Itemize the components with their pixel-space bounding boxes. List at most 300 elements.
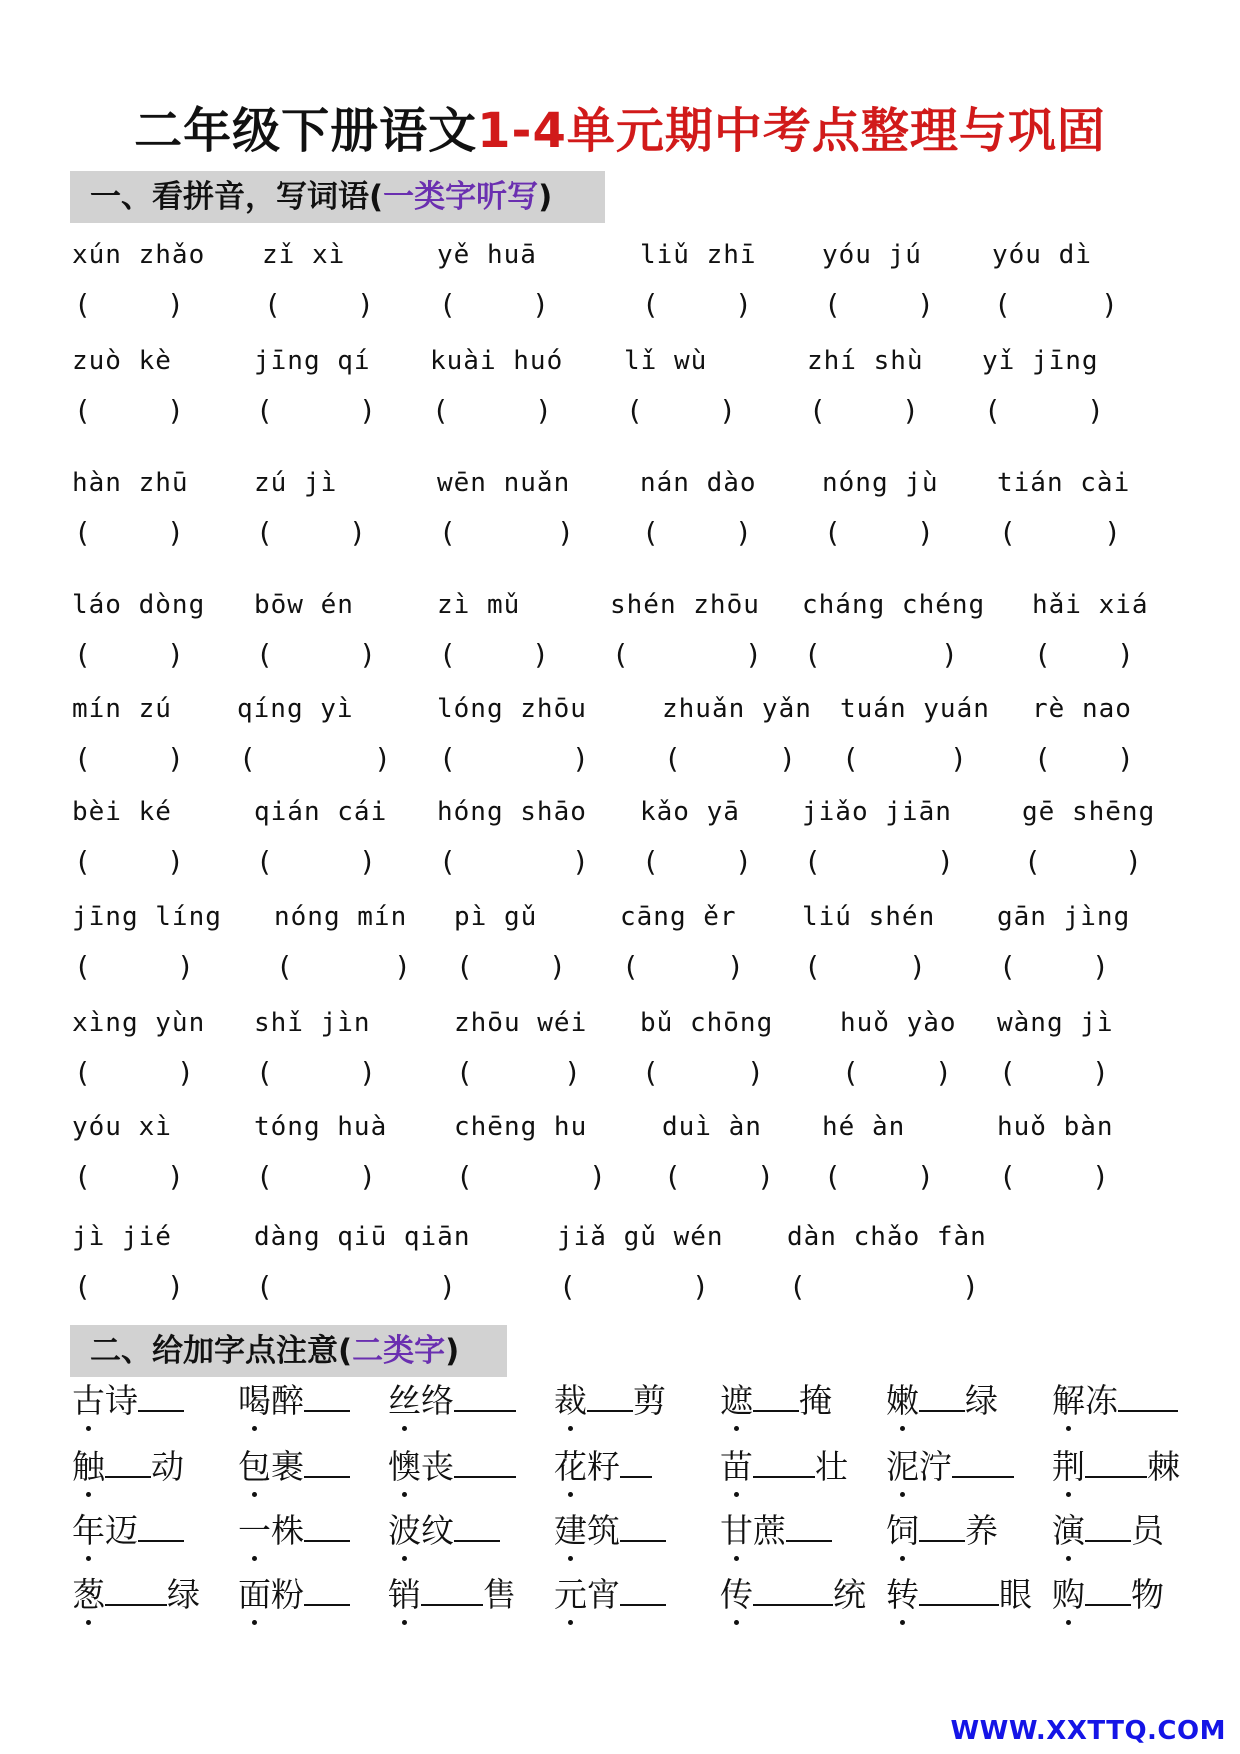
char-item bbox=[388, 1572, 516, 1617]
answer-box[interactable] bbox=[664, 1160, 774, 1194]
answer-box[interactable] bbox=[256, 1160, 376, 1194]
dotted-char: 传 bbox=[720, 1573, 753, 1617]
paren-close: ) bbox=[747, 1056, 764, 1089]
answer-box[interactable] bbox=[664, 742, 796, 776]
pinyin-item bbox=[992, 238, 1118, 321]
paren-open: ( bbox=[74, 1056, 91, 1089]
pinyin-text: wēn nuǎn bbox=[437, 468, 571, 498]
paren-open: ( bbox=[824, 1160, 841, 1193]
answer-blank[interactable] bbox=[620, 1572, 666, 1606]
pinyin-row bbox=[72, 588, 1192, 695]
answer-box[interactable] bbox=[842, 1056, 952, 1090]
char-text: 裹 bbox=[271, 1447, 304, 1486]
pinyin-item bbox=[640, 1006, 774, 1089]
char-text: 宵 bbox=[587, 1575, 620, 1614]
pinyin-item bbox=[72, 588, 206, 671]
paren-close: ) bbox=[1125, 845, 1142, 878]
dotted-char: 裁 bbox=[554, 1379, 587, 1423]
answer-blank[interactable] bbox=[138, 1508, 184, 1542]
pinyin-item bbox=[237, 692, 391, 775]
answer-box[interactable] bbox=[994, 288, 1118, 322]
paren-close: ) bbox=[779, 742, 796, 775]
answer-blank[interactable] bbox=[421, 1572, 483, 1606]
pinyin-text: zhuǎn yǎn bbox=[662, 694, 812, 724]
answer-box[interactable] bbox=[999, 950, 1109, 984]
answer-box[interactable] bbox=[642, 845, 752, 879]
pinyin-text: kǎo yā bbox=[640, 797, 740, 827]
paren-open: ( bbox=[256, 845, 273, 878]
paren-open: ( bbox=[456, 1056, 473, 1089]
answer-box[interactable] bbox=[824, 288, 934, 322]
pinyin-row bbox=[72, 692, 1192, 799]
pinyin-text: zú jì bbox=[254, 468, 338, 498]
char-text: 绿 bbox=[167, 1575, 200, 1614]
answer-box[interactable] bbox=[999, 1056, 1109, 1090]
char-item bbox=[72, 1572, 200, 1617]
answer-blank[interactable] bbox=[1085, 1444, 1147, 1478]
dotted-char: 包 bbox=[238, 1445, 271, 1489]
paren-open: ( bbox=[642, 1056, 659, 1089]
paren-open: ( bbox=[999, 1160, 1016, 1193]
char-row bbox=[72, 1508, 1202, 1572]
dotted-char: 元 bbox=[554, 1573, 587, 1617]
char-item bbox=[72, 1444, 184, 1489]
pinyin-item bbox=[787, 1220, 987, 1303]
answer-box[interactable] bbox=[256, 1056, 376, 1090]
pinyin-item bbox=[997, 900, 1131, 983]
dotted-char: 古 bbox=[72, 1379, 105, 1423]
answer-box[interactable] bbox=[456, 1056, 581, 1090]
answer-box[interactable] bbox=[239, 742, 391, 776]
paren-open: ( bbox=[439, 845, 456, 878]
paren-open: ( bbox=[804, 845, 821, 878]
answer-box[interactable] bbox=[276, 950, 411, 984]
answer-box[interactable] bbox=[559, 1270, 709, 1304]
answer-blank[interactable] bbox=[454, 1508, 500, 1542]
answer-box[interactable] bbox=[256, 394, 376, 428]
paren-open: ( bbox=[264, 288, 281, 321]
answer-box[interactable] bbox=[74, 288, 184, 322]
pinyin-text: hǎi xiá bbox=[1032, 590, 1149, 620]
paren-open: ( bbox=[664, 1160, 681, 1193]
pinyin-item bbox=[254, 795, 388, 878]
paren-open: ( bbox=[842, 1056, 859, 1089]
paren-open: ( bbox=[809, 394, 826, 427]
answer-box[interactable] bbox=[642, 1056, 764, 1090]
pinyin-text: yóu jú bbox=[822, 240, 922, 270]
pinyin-text: shǐ jìn bbox=[254, 1008, 371, 1038]
answer-box[interactable] bbox=[999, 516, 1121, 550]
section1-label: 一、看拼音，写词语( bbox=[90, 179, 384, 215]
pinyin-row bbox=[72, 1220, 1192, 1327]
pinyin-item bbox=[822, 1110, 934, 1193]
char-item bbox=[886, 1508, 998, 1553]
paren-open: ( bbox=[842, 742, 859, 775]
pinyin-row bbox=[72, 1110, 1192, 1217]
answer-box[interactable] bbox=[74, 1056, 194, 1090]
pinyin-text: liǔ zhī bbox=[640, 240, 757, 270]
section2-highlight: 二类字 bbox=[352, 1333, 446, 1369]
answer-box[interactable] bbox=[74, 638, 184, 672]
answer-blank[interactable] bbox=[620, 1508, 666, 1542]
paren-open: ( bbox=[456, 1160, 473, 1193]
pinyin-text: lóng zhōu bbox=[437, 694, 587, 724]
pinyin-text: huǒ yào bbox=[840, 1008, 957, 1038]
answer-box[interactable] bbox=[999, 1160, 1109, 1194]
dotted-char: 面 bbox=[238, 1573, 271, 1617]
paren-close: ) bbox=[941, 638, 958, 671]
char-text: 泞 bbox=[919, 1447, 952, 1486]
pinyin-text: nóng mín bbox=[274, 902, 408, 932]
answer-blank[interactable] bbox=[919, 1572, 999, 1606]
answer-blank[interactable] bbox=[304, 1572, 350, 1606]
pinyin-text: bǔ chōng bbox=[640, 1008, 774, 1038]
pinyin-item bbox=[997, 1110, 1114, 1193]
answer-box[interactable] bbox=[1034, 638, 1134, 672]
paren-open: ( bbox=[984, 394, 1001, 427]
char-text: 员 bbox=[1131, 1511, 1164, 1550]
answer-box[interactable] bbox=[456, 1160, 606, 1194]
char-item bbox=[72, 1378, 184, 1423]
char-text: 售 bbox=[483, 1575, 516, 1614]
section1-close: ) bbox=[538, 179, 553, 215]
paren-open: ( bbox=[559, 1270, 576, 1303]
answer-blank[interactable] bbox=[919, 1378, 965, 1412]
paren-close: ) bbox=[167, 288, 184, 321]
paren-open: ( bbox=[626, 394, 643, 427]
pinyin-item bbox=[997, 1006, 1114, 1089]
char-item bbox=[1052, 1508, 1164, 1553]
pinyin-text: huǒ bàn bbox=[997, 1112, 1114, 1142]
pinyin-item bbox=[254, 344, 376, 427]
char-text: 筑 bbox=[587, 1511, 620, 1550]
paren-open: ( bbox=[74, 288, 91, 321]
pinyin-text: jiǎ gǔ wén bbox=[557, 1222, 724, 1252]
paren-open: ( bbox=[1034, 638, 1051, 671]
paren-open: ( bbox=[74, 1160, 91, 1193]
paren-close: ) bbox=[167, 638, 184, 671]
answer-box[interactable] bbox=[1034, 742, 1134, 776]
answer-blank[interactable] bbox=[1118, 1378, 1178, 1412]
answer-box[interactable] bbox=[74, 1160, 184, 1194]
answer-blank[interactable] bbox=[620, 1444, 652, 1478]
answer-box[interactable] bbox=[74, 845, 184, 879]
paren-open: ( bbox=[256, 1160, 273, 1193]
paren-close: ) bbox=[572, 742, 589, 775]
pinyin-item bbox=[437, 795, 589, 878]
char-item bbox=[554, 1572, 666, 1617]
pinyin-text: hé àn bbox=[822, 1112, 906, 1142]
paren-open: ( bbox=[74, 950, 91, 983]
answer-box[interactable] bbox=[256, 638, 376, 672]
pinyin-item bbox=[640, 466, 757, 549]
answer-box[interactable] bbox=[256, 516, 366, 550]
pinyin-item bbox=[437, 692, 589, 775]
dotted-char: 转 bbox=[886, 1573, 919, 1617]
paren-open: ( bbox=[642, 288, 659, 321]
paren-close: ) bbox=[357, 288, 374, 321]
char-item bbox=[554, 1444, 652, 1489]
paren-close: ) bbox=[902, 394, 919, 427]
pinyin-item bbox=[262, 238, 374, 321]
paren-close: ) bbox=[359, 638, 376, 671]
answer-box[interactable] bbox=[74, 394, 184, 428]
paren-close: ) bbox=[167, 1160, 184, 1193]
answer-box[interactable] bbox=[1024, 845, 1142, 879]
char-item bbox=[720, 1444, 848, 1489]
char-item bbox=[886, 1572, 1032, 1617]
char-text: 纹 bbox=[421, 1511, 454, 1550]
answer-box[interactable] bbox=[626, 394, 736, 428]
answer-box[interactable] bbox=[264, 288, 374, 322]
pinyin-item bbox=[1032, 588, 1149, 671]
answer-blank[interactable] bbox=[786, 1508, 832, 1542]
char-text: 迈 bbox=[105, 1511, 138, 1550]
answer-box[interactable] bbox=[789, 1270, 979, 1304]
pinyin-row bbox=[72, 466, 1192, 573]
pinyin-text: qíng yì bbox=[237, 694, 354, 724]
char-text: 籽 bbox=[587, 1447, 620, 1486]
pinyin-item bbox=[254, 1006, 376, 1089]
pinyin-text: rè nao bbox=[1032, 694, 1132, 724]
char-item bbox=[238, 1444, 350, 1489]
char-text: 动 bbox=[151, 1447, 184, 1486]
answer-blank[interactable] bbox=[952, 1444, 1014, 1478]
pinyin-text: zuò kè bbox=[72, 346, 172, 376]
answer-blank[interactable] bbox=[304, 1508, 350, 1542]
answer-box[interactable] bbox=[439, 742, 589, 776]
dotted-char: 葱 bbox=[72, 1573, 105, 1617]
pinyin-text: tóng huà bbox=[254, 1112, 388, 1142]
pinyin-text: yě huā bbox=[437, 240, 537, 270]
answer-box[interactable] bbox=[74, 516, 184, 550]
paren-open: ( bbox=[1024, 845, 1041, 878]
answer-blank[interactable] bbox=[138, 1378, 184, 1412]
answer-blank[interactable] bbox=[1085, 1572, 1131, 1606]
paren-close: ) bbox=[1117, 638, 1134, 671]
pinyin-text: xìng yùn bbox=[72, 1008, 206, 1038]
dotted-char: 嫩 bbox=[886, 1379, 919, 1423]
pinyin-row bbox=[72, 344, 1192, 451]
pinyin-item bbox=[72, 692, 184, 775]
paren-close: ) bbox=[564, 1056, 581, 1089]
char-text: 醉 bbox=[271, 1381, 304, 1420]
pinyin-item bbox=[640, 795, 752, 878]
paren-close: ) bbox=[1087, 394, 1104, 427]
answer-blank[interactable] bbox=[587, 1378, 633, 1412]
pinyin-text: dàn chǎo fàn bbox=[787, 1222, 987, 1252]
pinyin-item bbox=[274, 900, 411, 983]
char-item bbox=[238, 1378, 350, 1423]
pinyin-item bbox=[72, 1220, 184, 1303]
answer-box[interactable] bbox=[432, 394, 552, 428]
char-item bbox=[720, 1508, 832, 1553]
dotted-char: 波 bbox=[388, 1509, 421, 1553]
paren-close: ) bbox=[1092, 950, 1109, 983]
answer-box[interactable] bbox=[74, 950, 194, 984]
paren-open: ( bbox=[432, 394, 449, 427]
dotted-char: 触 bbox=[72, 1445, 105, 1489]
pinyin-item bbox=[624, 344, 736, 427]
answer-blank[interactable] bbox=[1085, 1508, 1131, 1542]
dotted-char: 年 bbox=[72, 1509, 105, 1553]
pinyin-text: qián cái bbox=[254, 797, 388, 827]
pinyin-item bbox=[254, 588, 376, 671]
answer-blank[interactable] bbox=[454, 1378, 516, 1412]
pinyin-text: yóu dì bbox=[992, 240, 1092, 270]
dotted-char: 演 bbox=[1052, 1509, 1085, 1553]
answer-box[interactable] bbox=[612, 638, 762, 672]
pinyin-item bbox=[982, 344, 1104, 427]
pinyin-item bbox=[802, 588, 986, 671]
answer-box[interactable] bbox=[824, 516, 934, 550]
pinyin-item bbox=[454, 1006, 588, 1089]
char-item bbox=[238, 1572, 350, 1617]
paren-open: ( bbox=[439, 638, 456, 671]
answer-box[interactable] bbox=[804, 845, 954, 879]
pinyin-item bbox=[72, 1110, 184, 1193]
paren-close: ) bbox=[735, 845, 752, 878]
pinyin-item bbox=[840, 1006, 957, 1089]
pinyin-item bbox=[1022, 795, 1156, 878]
pinyin-item bbox=[72, 466, 189, 549]
answer-blank[interactable] bbox=[753, 1572, 833, 1606]
pinyin-text: zì mǔ bbox=[437, 590, 521, 620]
paren-close: ) bbox=[1092, 1056, 1109, 1089]
answer-box[interactable] bbox=[256, 845, 376, 879]
pinyin-item bbox=[822, 466, 939, 549]
dotted-char: 购 bbox=[1052, 1573, 1085, 1617]
char-text: 物 bbox=[1131, 1575, 1164, 1614]
answer-blank[interactable] bbox=[105, 1572, 167, 1606]
site-watermark: WWW.XXTTQ.COM bbox=[950, 1716, 1226, 1746]
paren-open: ( bbox=[642, 516, 659, 549]
answer-blank[interactable] bbox=[753, 1378, 799, 1412]
paren-close: ) bbox=[359, 1056, 376, 1089]
answer-blank[interactable] bbox=[753, 1444, 815, 1478]
pinyin-text: bōw én bbox=[254, 590, 354, 620]
answer-box[interactable] bbox=[456, 950, 566, 984]
answer-box[interactable] bbox=[809, 394, 919, 428]
answer-blank[interactable] bbox=[105, 1444, 151, 1478]
paren-open: ( bbox=[74, 845, 91, 878]
paren-open: ( bbox=[664, 742, 681, 775]
pinyin-text: duì àn bbox=[662, 1112, 762, 1142]
paren-close: ) bbox=[532, 638, 549, 671]
char-item bbox=[388, 1378, 516, 1423]
paren-close: ) bbox=[167, 516, 184, 549]
answer-box[interactable] bbox=[804, 638, 958, 672]
section2-close: ) bbox=[445, 1333, 460, 1369]
pinyin-text: zhōu wéi bbox=[454, 1008, 588, 1038]
paren-close: ) bbox=[167, 394, 184, 427]
answer-box[interactable] bbox=[642, 516, 752, 550]
answer-box[interactable] bbox=[74, 1270, 184, 1304]
answer-blank[interactable] bbox=[919, 1508, 965, 1542]
char-text: 粉 bbox=[271, 1575, 304, 1614]
dotted-char: 苗 bbox=[720, 1445, 753, 1489]
title-part2: 1-4单元期中考点整理与巩固 bbox=[477, 103, 1106, 159]
pinyin-row bbox=[72, 1006, 1192, 1113]
answer-box[interactable] bbox=[824, 1160, 934, 1194]
answer-box[interactable] bbox=[439, 288, 549, 322]
pinyin-text: tián cài bbox=[997, 468, 1131, 498]
pinyin-item bbox=[430, 344, 564, 427]
paren-close: ) bbox=[735, 516, 752, 549]
pinyin-text: tuán yuán bbox=[840, 694, 990, 724]
paren-close: ) bbox=[917, 1160, 934, 1193]
pinyin-text: bèi ké bbox=[72, 797, 172, 827]
paren-open: ( bbox=[789, 1270, 806, 1303]
paren-open: ( bbox=[256, 638, 273, 671]
paren-close: ) bbox=[962, 1270, 979, 1303]
answer-box[interactable] bbox=[256, 1270, 456, 1304]
paren-close: ) bbox=[167, 845, 184, 878]
pinyin-text: zǐ xì bbox=[262, 240, 346, 270]
answer-blank[interactable] bbox=[454, 1444, 516, 1478]
section2-header bbox=[70, 1325, 507, 1377]
answer-box[interactable] bbox=[622, 950, 744, 984]
dotted-char: 销 bbox=[388, 1573, 421, 1617]
pinyin-text: shén zhōu bbox=[610, 590, 760, 620]
char-item bbox=[720, 1378, 832, 1423]
paren-open: ( bbox=[256, 394, 273, 427]
char-row bbox=[72, 1572, 1202, 1636]
pinyin-text: mín zú bbox=[72, 694, 172, 724]
answer-box[interactable] bbox=[439, 516, 574, 550]
dotted-char: 泥 bbox=[886, 1445, 919, 1489]
paren-open: ( bbox=[456, 950, 473, 983]
answer-box[interactable] bbox=[804, 950, 926, 984]
paren-close: ) bbox=[692, 1270, 709, 1303]
char-text: 蔗 bbox=[753, 1511, 786, 1550]
paren-open: ( bbox=[256, 516, 273, 549]
char-row bbox=[72, 1444, 1202, 1508]
answer-blank[interactable] bbox=[304, 1378, 350, 1412]
pinyin-item bbox=[454, 900, 566, 983]
dotted-char: 建 bbox=[554, 1509, 587, 1553]
pinyin-item bbox=[997, 466, 1131, 549]
pinyin-text: láo dòng bbox=[72, 590, 206, 620]
paren-close: ) bbox=[757, 1160, 774, 1193]
answer-box[interactable] bbox=[984, 394, 1104, 428]
dotted-char: 丝 bbox=[388, 1379, 421, 1423]
char-text: 绿 bbox=[965, 1381, 998, 1420]
answer-box[interactable] bbox=[642, 288, 752, 322]
paren-close: ) bbox=[177, 1056, 194, 1089]
paren-open: ( bbox=[1034, 742, 1051, 775]
answer-box[interactable] bbox=[439, 845, 589, 879]
paren-open: ( bbox=[74, 1270, 91, 1303]
paren-close: ) bbox=[735, 288, 752, 321]
char-text: 眼 bbox=[999, 1575, 1032, 1614]
paren-open: ( bbox=[999, 516, 1016, 549]
answer-blank[interactable] bbox=[304, 1444, 350, 1478]
paren-close: ) bbox=[937, 845, 954, 878]
char-text: 冻 bbox=[1085, 1381, 1118, 1420]
paren-open: ( bbox=[239, 742, 256, 775]
char-item bbox=[72, 1508, 184, 1553]
char-item bbox=[1052, 1444, 1180, 1489]
answer-box[interactable] bbox=[74, 742, 184, 776]
char-text: 养 bbox=[965, 1511, 998, 1550]
answer-box[interactable] bbox=[842, 742, 967, 776]
pinyin-item bbox=[454, 1110, 606, 1193]
pinyin-item bbox=[662, 1110, 774, 1193]
paren-close: ) bbox=[572, 845, 589, 878]
answer-box[interactable] bbox=[439, 638, 549, 672]
pinyin-item bbox=[640, 238, 757, 321]
